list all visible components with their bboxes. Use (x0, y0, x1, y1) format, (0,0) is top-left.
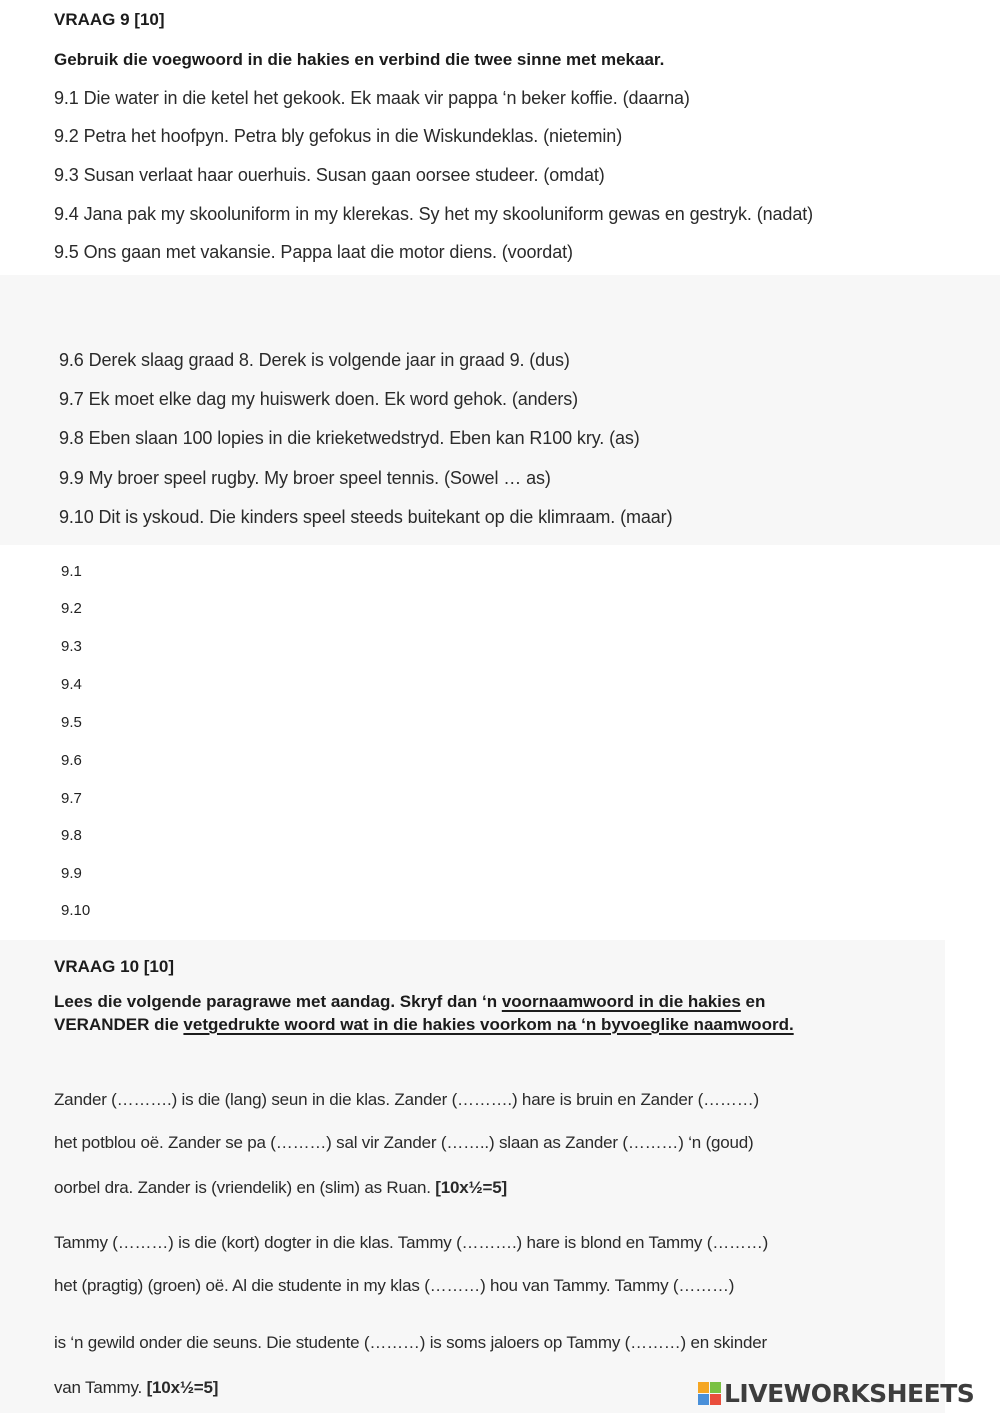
underlined-phrase: voornaamwoord in die hakies (501, 992, 741, 1011)
paragraph-line: het potblou oë. Zander se pa (………) sal vir Zander (……..) slaan as Zander (………) ‘n (goud) (54, 1133, 754, 1152)
paragraph-line: van Tammy. [10x½=5] (54, 1378, 219, 1397)
answer-label: 9.6 (61, 752, 82, 769)
q10-instruction-line1: Lees die volgende paragrawe met aandag. Skryf dan ‘n voornaamwoord in die hakies en (54, 992, 766, 1011)
q9-item: 9.3 Susan verlaat haar ouerhuis. Susan gaan oorsee studeer. (omdat) (54, 165, 605, 185)
scan-shade (0, 275, 1000, 545)
paragraph-line: Zander (……….) is die (lang) seun in die klas. Zander (……….) hare is bruin en Zander (………) (54, 1090, 759, 1109)
q10-title: VRAAG 10 [10] (54, 957, 174, 976)
q10-instruction-line2: VERANDER die vetgedrukte woord wat in die hakies voorkom na ‘n byvoeglike naamwoord. (54, 1015, 794, 1034)
answer-label: 9.8 (61, 827, 82, 844)
liveworksheets-logo[interactable] (698, 1378, 974, 1408)
answer-label: 9.2 (61, 600, 82, 617)
answer-label: 9.5 (61, 714, 82, 731)
q9-item: 9.4 Jana pak my skooluniform in my klerekas. Sy het my skooluniform gewas en gestryk. (nadat) (54, 204, 814, 224)
mark-allocation: [10x½=5] (146, 1378, 219, 1397)
paragraph-line: het (pragtig) (groen) oë. Al die studente in my klas (………) hou van Tammy. Tammy (………) (54, 1276, 735, 1295)
q9-item: 9.10 Dit is yskoud. Die kinders speel steeds buitekant op die klimraam. (maar) (59, 507, 673, 527)
answer-label: 9.4 (61, 676, 82, 693)
mark-allocation: [10x½=5] (435, 1178, 507, 1197)
liveworksheets-logo-icon (698, 1382, 721, 1405)
q9-title: VRAAG 9 [10] (54, 10, 165, 29)
logo-text: LIVEWORKSHEETS (724, 1378, 975, 1408)
q9-instruction: Gebruik die voegwoord in die hakies en verbind die twee sinne met mekaar. (54, 50, 665, 69)
answer-label: 9.7 (61, 790, 82, 807)
q9-item: 9.5 Ons gaan met vakansie. Pappa laat die motor diens. (voordat) (54, 242, 573, 262)
q9-item: 9.7 Ek moet elke dag my huiswerk doen. Ek word gehok. (anders) (59, 389, 579, 409)
q9-item: 9.6 Derek slaag graad 8. Derek is volgende jaar in graad 9. (dus) (59, 350, 570, 370)
q9-item: 9.1 Die water in die ketel het gekook. Ek maak vir pappa ‘n beker koffie. (daarna) (54, 88, 690, 108)
paragraph-line: oorbel dra. Zander is (vriendelik) en (slim) as Ruan. [10x½=5] (54, 1178, 507, 1197)
paragraph-line: Tammy (………) is die (kort) dogter in die klas. Tammy (……….) hare is blond en Tammy (………) (54, 1233, 769, 1252)
answer-label: 9.1 (61, 563, 82, 580)
paragraph-line: is ‘n gewild onder die seuns. Die studente (………) is soms jaloers op Tammy (………) en skinder (54, 1333, 767, 1352)
answer-label: 9.10 (61, 902, 91, 919)
answer-label: 9.3 (61, 638, 82, 655)
q9-item: 9.9 My broer speel rugby. My broer speel tennis. (Sowel … as) (59, 468, 551, 488)
underlined-phrase: vetgedrukte woord wat in die hakies voorkom na ‘n byvoeglike naamwoord. (183, 1015, 794, 1034)
q9-item: 9.2 Petra het hoofpyn. Petra bly gefokus in die Wiskundeklas. (nietemin) (54, 126, 623, 146)
answer-label: 9.9 (61, 865, 82, 882)
q9-item: 9.8 Eben slaan 100 lopies in die krieketwedstryd. Eben kan R100 kry. (as) (59, 428, 640, 448)
